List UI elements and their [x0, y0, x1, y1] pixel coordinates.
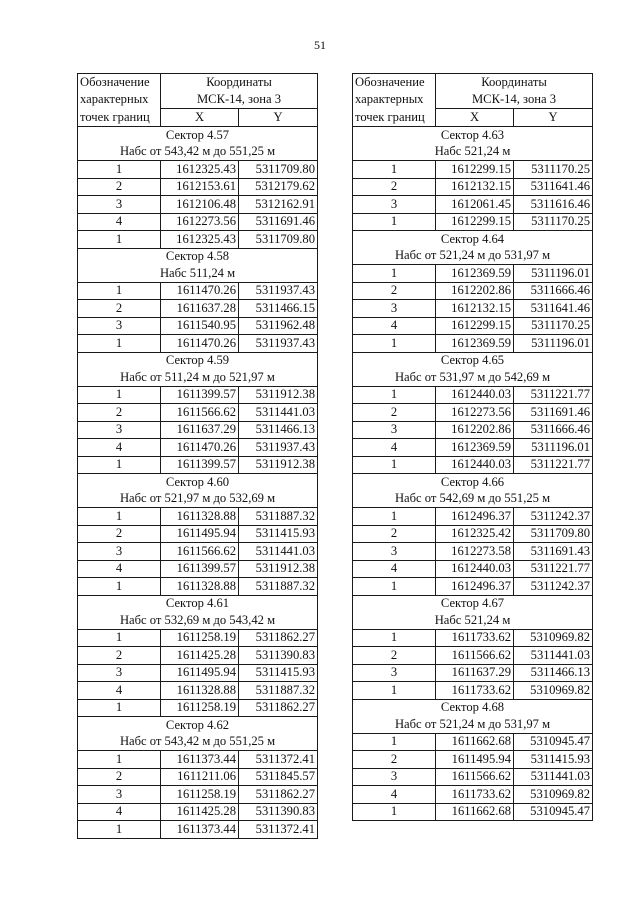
x-coordinate-cell: 1612273.58 [436, 543, 514, 561]
point-id-cell: 1 [353, 629, 436, 647]
sector-title: Сектор 4.68 [353, 699, 593, 716]
y-coordinate-cell: 5311196.01 [514, 335, 593, 353]
table-row [353, 421, 593, 439]
sector-title: Сектор 4.60 [78, 474, 318, 491]
header-crs-label: МСК-14, зона 3 [436, 91, 593, 109]
sector-height-label: Набс 521,24 м [353, 612, 593, 629]
table-row [353, 629, 593, 647]
header-y-label: Y [239, 109, 318, 127]
point-id-cell: 4 [353, 786, 436, 804]
header-x-label: X [161, 109, 239, 127]
point-id-cell: 2 [78, 178, 161, 196]
table-row [353, 803, 593, 821]
y-coordinate-cell: 5311441.03 [239, 404, 318, 422]
point-id-cell: 4 [78, 560, 161, 578]
x-coordinate-cell: 1611566.62 [436, 647, 514, 665]
x-coordinate-cell: 1612061.45 [436, 196, 514, 214]
sector-title-row [353, 127, 593, 144]
point-id-cell: 2 [353, 525, 436, 543]
sector-height-label: Набс 511,24 м [78, 265, 318, 282]
x-coordinate-cell: 1611733.62 [436, 786, 514, 804]
point-id-cell: 4 [78, 213, 161, 231]
table-row [78, 335, 318, 353]
point-id-cell: 1 [353, 456, 436, 474]
table-row [78, 578, 318, 596]
y-coordinate-cell: 5311937.43 [239, 282, 318, 300]
sector-title-row [78, 595, 318, 612]
point-id-cell: 3 [78, 664, 161, 682]
x-coordinate-cell: 1612369.59 [436, 265, 514, 283]
header-coordinates-label: Координаты [161, 74, 318, 92]
point-id-cell: 2 [353, 178, 436, 196]
x-coordinate-cell: 1612106.48 [161, 196, 239, 214]
point-id-cell: 2 [353, 282, 436, 300]
table-row [78, 508, 318, 526]
point-id-cell: 2 [353, 751, 436, 769]
x-coordinate-cell: 1611495.94 [436, 751, 514, 769]
y-coordinate-cell: 5310945.47 [514, 803, 593, 821]
point-id-cell: 1 [78, 282, 161, 300]
table-row [78, 178, 318, 196]
table-row [353, 768, 593, 786]
x-coordinate-cell: 1612202.86 [436, 282, 514, 300]
point-id-cell: 3 [353, 768, 436, 786]
point-id-cell: 3 [78, 196, 161, 214]
sector-height-row [78, 144, 318, 161]
y-coordinate-cell: 5311441.03 [514, 647, 593, 665]
table-row [353, 335, 593, 353]
sector-title-row [78, 352, 318, 369]
y-coordinate-cell: 5311912.38 [239, 560, 318, 578]
x-coordinate-cell: 1612299.15 [436, 161, 514, 179]
table-row [78, 682, 318, 700]
point-id-cell: 4 [353, 439, 436, 457]
y-coordinate-cell: 5311937.43 [239, 439, 318, 457]
x-coordinate-cell: 1612496.37 [436, 508, 514, 526]
y-coordinate-cell: 5311887.32 [239, 682, 318, 700]
y-coordinate-cell: 5311709.80 [239, 161, 318, 179]
table-row [353, 786, 593, 804]
y-coordinate-cell: 5311691.46 [514, 404, 593, 422]
y-coordinate-cell: 5311221.77 [514, 456, 593, 474]
point-id-cell: 2 [78, 404, 161, 422]
table-row [78, 768, 318, 786]
x-coordinate-cell: 1611258.19 [161, 786, 239, 804]
point-id-cell: 3 [353, 421, 436, 439]
table-row [78, 456, 318, 474]
point-id-cell: 1 [353, 578, 436, 596]
x-coordinate-cell: 1611425.28 [161, 803, 239, 821]
x-coordinate-cell: 1611399.57 [161, 386, 239, 404]
sector-height-row [353, 612, 593, 629]
x-coordinate-cell: 1611733.62 [436, 629, 514, 647]
y-coordinate-cell: 5311709.80 [514, 525, 593, 543]
x-coordinate-cell: 1611328.88 [161, 578, 239, 596]
coordinates-table-left [77, 73, 318, 839]
point-id-cell: 1 [78, 386, 161, 404]
table-header [353, 74, 593, 127]
y-coordinate-cell: 5310969.82 [514, 682, 593, 700]
x-coordinate-cell: 1612299.15 [436, 213, 514, 231]
x-coordinate-cell: 1611399.57 [161, 456, 239, 474]
sector-title: Сектор 4.59 [78, 352, 318, 369]
table-row [78, 161, 318, 179]
sector-height-row [78, 612, 318, 629]
point-id-cell: 1 [353, 265, 436, 283]
point-id-cell: 1 [78, 508, 161, 526]
x-coordinate-cell: 1611495.94 [161, 664, 239, 682]
x-coordinate-cell: 1612132.15 [436, 300, 514, 318]
point-id-cell: 2 [78, 647, 161, 665]
table-row [353, 525, 593, 543]
point-id-cell: 1 [353, 161, 436, 179]
y-coordinate-cell: 5312162.91 [239, 196, 318, 214]
point-id-cell: 4 [78, 682, 161, 700]
y-coordinate-cell: 5311415.93 [514, 751, 593, 769]
y-coordinate-cell: 5311170.25 [514, 317, 593, 335]
y-coordinate-cell: 5311372.41 [239, 821, 318, 839]
table-row [353, 560, 593, 578]
sector-title-row [353, 474, 593, 491]
sector-height-row [78, 369, 318, 386]
point-id-cell: 1 [78, 456, 161, 474]
table-row [78, 196, 318, 214]
y-coordinate-cell: 5311962.48 [239, 317, 318, 335]
point-id-cell: 3 [78, 317, 161, 335]
point-id-cell: 4 [353, 560, 436, 578]
sector-height-label: Набс от 521,24 м до 531,97 м [353, 248, 593, 265]
table-row [353, 404, 593, 422]
table-row [78, 821, 318, 839]
table-row [353, 543, 593, 561]
x-coordinate-cell: 1611540.95 [161, 317, 239, 335]
y-coordinate-cell: 5311912.38 [239, 386, 318, 404]
point-id-cell: 1 [78, 161, 161, 179]
sector-title: Сектор 4.58 [78, 248, 318, 265]
sector-title: Сектор 4.64 [353, 231, 593, 248]
table-row [78, 699, 318, 717]
x-coordinate-cell: 1611373.44 [161, 821, 239, 839]
y-coordinate-cell: 5311666.46 [514, 282, 593, 300]
y-coordinate-cell: 5311221.77 [514, 560, 593, 578]
point-id-cell: 1 [78, 629, 161, 647]
sector-title-row [78, 127, 318, 144]
table-row [78, 543, 318, 561]
sector-title-row [78, 474, 318, 491]
header-point-label-line1: Обозначение [353, 74, 436, 92]
x-coordinate-cell: 1611470.26 [161, 282, 239, 300]
y-coordinate-cell: 5311912.38 [239, 456, 318, 474]
sector-height-row [353, 248, 593, 265]
x-coordinate-cell: 1611470.26 [161, 335, 239, 353]
table-row [353, 682, 593, 700]
point-id-cell: 2 [353, 647, 436, 665]
y-coordinate-cell: 5311390.83 [239, 803, 318, 821]
table-row [353, 300, 593, 318]
table-row [78, 647, 318, 665]
y-coordinate-cell: 5311887.32 [239, 578, 318, 596]
table-row [78, 317, 318, 335]
table-row [78, 300, 318, 318]
x-coordinate-cell: 1611637.29 [161, 421, 239, 439]
x-coordinate-cell: 1612369.59 [436, 439, 514, 457]
y-coordinate-cell: 5311221.77 [514, 386, 593, 404]
x-coordinate-cell: 1612325.42 [436, 525, 514, 543]
x-coordinate-cell: 1611637.29 [436, 664, 514, 682]
table-row [78, 404, 318, 422]
sector-height-label: Набс от 511,24 м до 521,97 м [78, 369, 318, 386]
sector-title: Сектор 4.65 [353, 352, 593, 369]
sector-title: Сектор 4.61 [78, 595, 318, 612]
sector-height-label: Набс от 531,97 м до 542,69 м [353, 369, 593, 386]
table-row [353, 664, 593, 682]
x-coordinate-cell: 1612202.86 [436, 421, 514, 439]
x-coordinate-cell: 1611425.28 [161, 647, 239, 665]
x-coordinate-cell: 1612369.59 [436, 335, 514, 353]
sector-title-row [78, 717, 318, 734]
sector-height-label: Набс от 543,42 м до 551,25 м [78, 144, 318, 161]
point-id-cell: 3 [353, 196, 436, 214]
point-id-cell: 1 [353, 733, 436, 751]
x-coordinate-cell: 1611566.62 [436, 768, 514, 786]
x-coordinate-cell: 1612440.03 [436, 456, 514, 474]
y-coordinate-cell: 5311415.93 [239, 664, 318, 682]
x-coordinate-cell: 1611399.57 [161, 560, 239, 578]
y-coordinate-cell: 5311709.80 [239, 231, 318, 249]
x-coordinate-cell: 1611258.19 [161, 699, 239, 717]
table-row [78, 386, 318, 404]
sector-height-row [353, 144, 593, 161]
table-row [353, 733, 593, 751]
table-body-right [353, 127, 593, 821]
x-coordinate-cell: 1612496.37 [436, 578, 514, 596]
table-header [78, 74, 318, 127]
table-row [353, 647, 593, 665]
y-coordinate-cell: 5311196.01 [514, 265, 593, 283]
table-row [353, 456, 593, 474]
point-id-cell: 1 [78, 335, 161, 353]
x-coordinate-cell: 1611258.19 [161, 629, 239, 647]
x-coordinate-cell: 1612440.03 [436, 560, 514, 578]
point-id-cell: 3 [78, 786, 161, 804]
sector-height-row [353, 491, 593, 508]
point-id-cell: 4 [78, 803, 161, 821]
point-id-cell: 1 [353, 508, 436, 526]
sector-title-row [353, 699, 593, 716]
x-coordinate-cell: 1612273.56 [161, 213, 239, 231]
point-id-cell: 1 [78, 578, 161, 596]
y-coordinate-cell: 5311862.27 [239, 786, 318, 804]
sector-title: Сектор 4.62 [78, 717, 318, 734]
sector-height-label: Набс от 532,69 м до 543,42 м [78, 612, 318, 629]
point-id-cell: 3 [353, 543, 436, 561]
y-coordinate-cell: 5311441.03 [239, 543, 318, 561]
table-row [353, 439, 593, 457]
sector-height-label: Набс от 521,97 м до 532,69 м [78, 491, 318, 508]
x-coordinate-cell: 1612440.03 [436, 386, 514, 404]
header-point-label-line1: Обозначение [78, 74, 161, 92]
y-coordinate-cell: 5310969.82 [514, 629, 593, 647]
x-coordinate-cell: 1611566.62 [161, 404, 239, 422]
x-coordinate-cell: 1611733.62 [436, 682, 514, 700]
table-row [78, 786, 318, 804]
sector-height-row [353, 369, 593, 386]
sector-title-row [78, 248, 318, 265]
table-row [78, 803, 318, 821]
y-coordinate-cell: 5311641.46 [514, 300, 593, 318]
table-row [353, 508, 593, 526]
x-coordinate-cell: 1612132.15 [436, 178, 514, 196]
sector-title-row [353, 595, 593, 612]
point-id-cell: 1 [353, 213, 436, 231]
table-row [353, 578, 593, 596]
y-coordinate-cell: 5311466.13 [239, 421, 318, 439]
x-coordinate-cell: 1612273.56 [436, 404, 514, 422]
y-coordinate-cell: 5311666.46 [514, 421, 593, 439]
table-body-left [78, 127, 318, 839]
sector-height-row [353, 716, 593, 733]
sector-title: Сектор 4.63 [353, 127, 593, 144]
y-coordinate-cell: 5311170.25 [514, 161, 593, 179]
table-row [353, 196, 593, 214]
table-row [78, 525, 318, 543]
x-coordinate-cell: 1612325.43 [161, 161, 239, 179]
sector-title: Сектор 4.66 [353, 474, 593, 491]
y-coordinate-cell: 5311845.57 [239, 768, 318, 786]
y-coordinate-cell: 5311390.83 [239, 647, 318, 665]
table-row [78, 231, 318, 249]
table-row [353, 213, 593, 231]
point-id-cell: 1 [353, 682, 436, 700]
point-id-cell: 3 [78, 543, 161, 561]
header-coordinates-label: Координаты [436, 74, 593, 92]
table-row [78, 751, 318, 769]
point-id-cell: 2 [78, 768, 161, 786]
sector-height-row [78, 734, 318, 751]
x-coordinate-cell: 1611566.62 [161, 543, 239, 561]
x-coordinate-cell: 1611328.88 [161, 508, 239, 526]
x-coordinate-cell: 1611662.68 [436, 803, 514, 821]
x-coordinate-cell: 1611495.94 [161, 525, 239, 543]
x-coordinate-cell: 1611373.44 [161, 751, 239, 769]
x-coordinate-cell: 1612153.61 [161, 178, 239, 196]
sector-height-label: Набс от 543,42 м до 551,25 м [78, 734, 318, 751]
point-id-cell: 1 [353, 335, 436, 353]
x-coordinate-cell: 1611328.88 [161, 682, 239, 700]
sector-height-label: Набс от 542,69 м до 551,25 м [353, 491, 593, 508]
y-coordinate-cell: 5311937.43 [239, 335, 318, 353]
y-coordinate-cell: 5311441.03 [514, 768, 593, 786]
header-y-label: Y [514, 109, 593, 127]
y-coordinate-cell: 5311372.41 [239, 751, 318, 769]
y-coordinate-cell: 5311862.27 [239, 699, 318, 717]
header-point-label-line3: точек границ [353, 109, 436, 127]
table-row [78, 213, 318, 231]
sector-height-row [78, 265, 318, 282]
table-row [353, 751, 593, 769]
x-coordinate-cell: 1611470.26 [161, 439, 239, 457]
header-crs-label: МСК-14, зона 3 [161, 91, 318, 109]
table-row [353, 386, 593, 404]
header-point-label-line2: характерных [353, 91, 436, 109]
y-coordinate-cell: 5312179.62 [239, 178, 318, 196]
point-id-cell: 3 [78, 421, 161, 439]
table-row [78, 664, 318, 682]
point-id-cell: 1 [78, 821, 161, 839]
table-row [353, 282, 593, 300]
y-coordinate-cell: 5311641.46 [514, 178, 593, 196]
sector-height-label: Набс от 521,24 м до 531,97 м [353, 716, 593, 733]
table-row [353, 317, 593, 335]
y-coordinate-cell: 5311415.93 [239, 525, 318, 543]
point-id-cell: 4 [78, 439, 161, 457]
sector-title-row [353, 231, 593, 248]
y-coordinate-cell: 5311466.15 [239, 300, 318, 318]
y-coordinate-cell: 5311466.13 [514, 664, 593, 682]
y-coordinate-cell: 5310969.82 [514, 786, 593, 804]
table-row [353, 265, 593, 283]
table-row [78, 282, 318, 300]
sector-title: Сектор 4.57 [78, 127, 318, 144]
header-point-label-line3: точек границ [78, 109, 161, 127]
y-coordinate-cell: 5311616.46 [514, 196, 593, 214]
header-x-label: X [436, 109, 514, 127]
x-coordinate-cell: 1611211.06 [161, 768, 239, 786]
point-id-cell: 1 [78, 231, 161, 249]
point-id-cell: 3 [353, 664, 436, 682]
y-coordinate-cell: 5311887.32 [239, 508, 318, 526]
table-row [353, 161, 593, 179]
point-id-cell: 2 [78, 525, 161, 543]
sector-height-label: Набс 521,24 м [353, 144, 593, 161]
x-coordinate-cell: 1612299.15 [436, 317, 514, 335]
sector-title-row [353, 352, 593, 369]
x-coordinate-cell: 1612325.43 [161, 231, 239, 249]
point-id-cell: 4 [353, 317, 436, 335]
point-id-cell: 2 [353, 404, 436, 422]
x-coordinate-cell: 1611662.68 [436, 733, 514, 751]
y-coordinate-cell: 5311691.46 [239, 213, 318, 231]
x-coordinate-cell: 1611637.28 [161, 300, 239, 318]
header-point-label-line2: характерных [78, 91, 161, 109]
y-coordinate-cell: 5311242.37 [514, 508, 593, 526]
sector-title: Сектор 4.67 [353, 595, 593, 612]
table-row [78, 421, 318, 439]
point-id-cell: 2 [78, 300, 161, 318]
y-coordinate-cell: 5311242.37 [514, 578, 593, 596]
point-id-cell: 1 [78, 699, 161, 717]
point-id-cell: 1 [353, 386, 436, 404]
y-coordinate-cell: 5311691.43 [514, 543, 593, 561]
point-id-cell: 3 [353, 300, 436, 318]
point-id-cell: 1 [78, 751, 161, 769]
table-row [78, 439, 318, 457]
table-row [78, 560, 318, 578]
page-number: 51 [314, 38, 326, 52]
coordinates-table-right [352, 73, 593, 821]
y-coordinate-cell: 5311170.25 [514, 213, 593, 231]
table-row [78, 629, 318, 647]
y-coordinate-cell: 5311196.01 [514, 439, 593, 457]
y-coordinate-cell: 5311862.27 [239, 629, 318, 647]
y-coordinate-cell: 5310945.47 [514, 733, 593, 751]
sector-height-row [78, 491, 318, 508]
table-row [353, 178, 593, 196]
point-id-cell: 1 [353, 803, 436, 821]
